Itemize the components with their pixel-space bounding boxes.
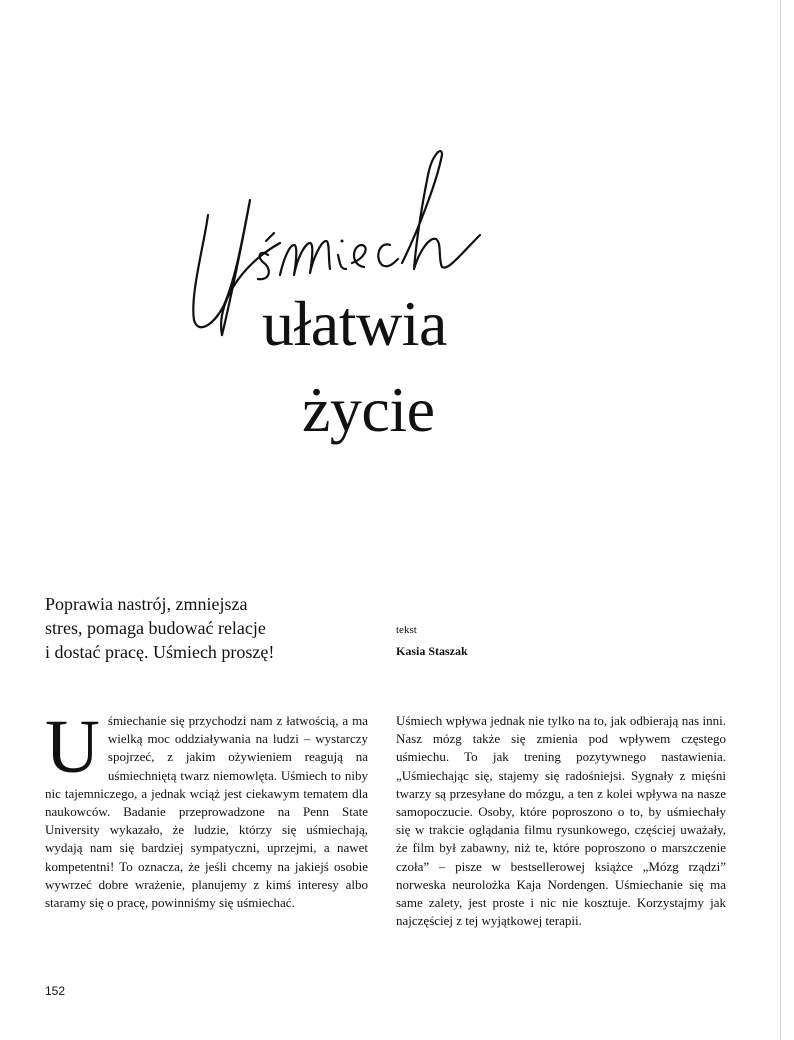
credit-label: tekst	[396, 624, 417, 636]
page-number: 152	[45, 984, 66, 998]
lead-line: stres, pomaga budować relacje	[45, 618, 266, 638]
headline-line-2: życie	[302, 374, 435, 445]
drop-cap: U	[45, 705, 100, 789]
body-column-2-text: Uśmiech wpływa jednak nie tylko na to, jak odbierają nas inni. Nasz mózg także się zmienia pod wpływem częstego uśmiechu. To jak trening pozytywnego nastawienia. „Uśmiechając się, stajemy się radośniejsi. Sygnały z mięśni twarzy są przesyłane do mózgu, a ten z kolei wpływa na nasze samopoczucie. Osoby, które poproszono o to, by uśmiechały się w trakcie oglądania filmu rysunkowego, częściej uważały, że film był zabawny, niż te, które poproszono o marszczenie czoła” – pisze w bestsellerowej książce „Mózg rządzi” norweska neurolożka Kaja Nordengen. Uśmiechanie się ma same zalety, jest proste i nic nie kosztuje. Korzystajmy jak najczęściej z tej wyjątkowej terapii.	[396, 713, 726, 929]
lead-line: Poprawia nastrój, zmniejsza	[45, 594, 248, 614]
headline-line-1: ułatwia	[262, 288, 447, 359]
body-column-1-text: śmiechanie się przychodzi nam z łatwością, a ma wielką moc oddziaływania na ludzi – wystarczy spojrzeć, z jakim ożywieniem reagują na uśmiechniętą twarz niemowlęta. Uśmiech to niby nic tajemniczego, a jednak wciąż jest ciekawym tematem dla naukowców. Badanie przeprowadzone na Penn State University wykazało, że ludzie, którzy się uśmiechają, wydają nam się bardziej sympatyczni, uprzejmi, a nawet kompetentni! To oznacza, że jeśli chcemy na jakiejś osobie wywrzeć dobre wrażenie, planujemy z kimś interesy albo staramy się o pracę, powinniśmy się uśmiechać.	[45, 713, 368, 911]
lead-paragraph	[45, 592, 365, 664]
lead-line: i dostać pracę. Uśmiech proszę!	[45, 642, 275, 662]
body-column-2	[396, 712, 726, 930]
author-name: Kasia Staszak	[396, 644, 468, 658]
body-column-1	[45, 705, 368, 912]
page-edge-divider	[780, 0, 781, 1040]
author-credit	[396, 623, 468, 659]
